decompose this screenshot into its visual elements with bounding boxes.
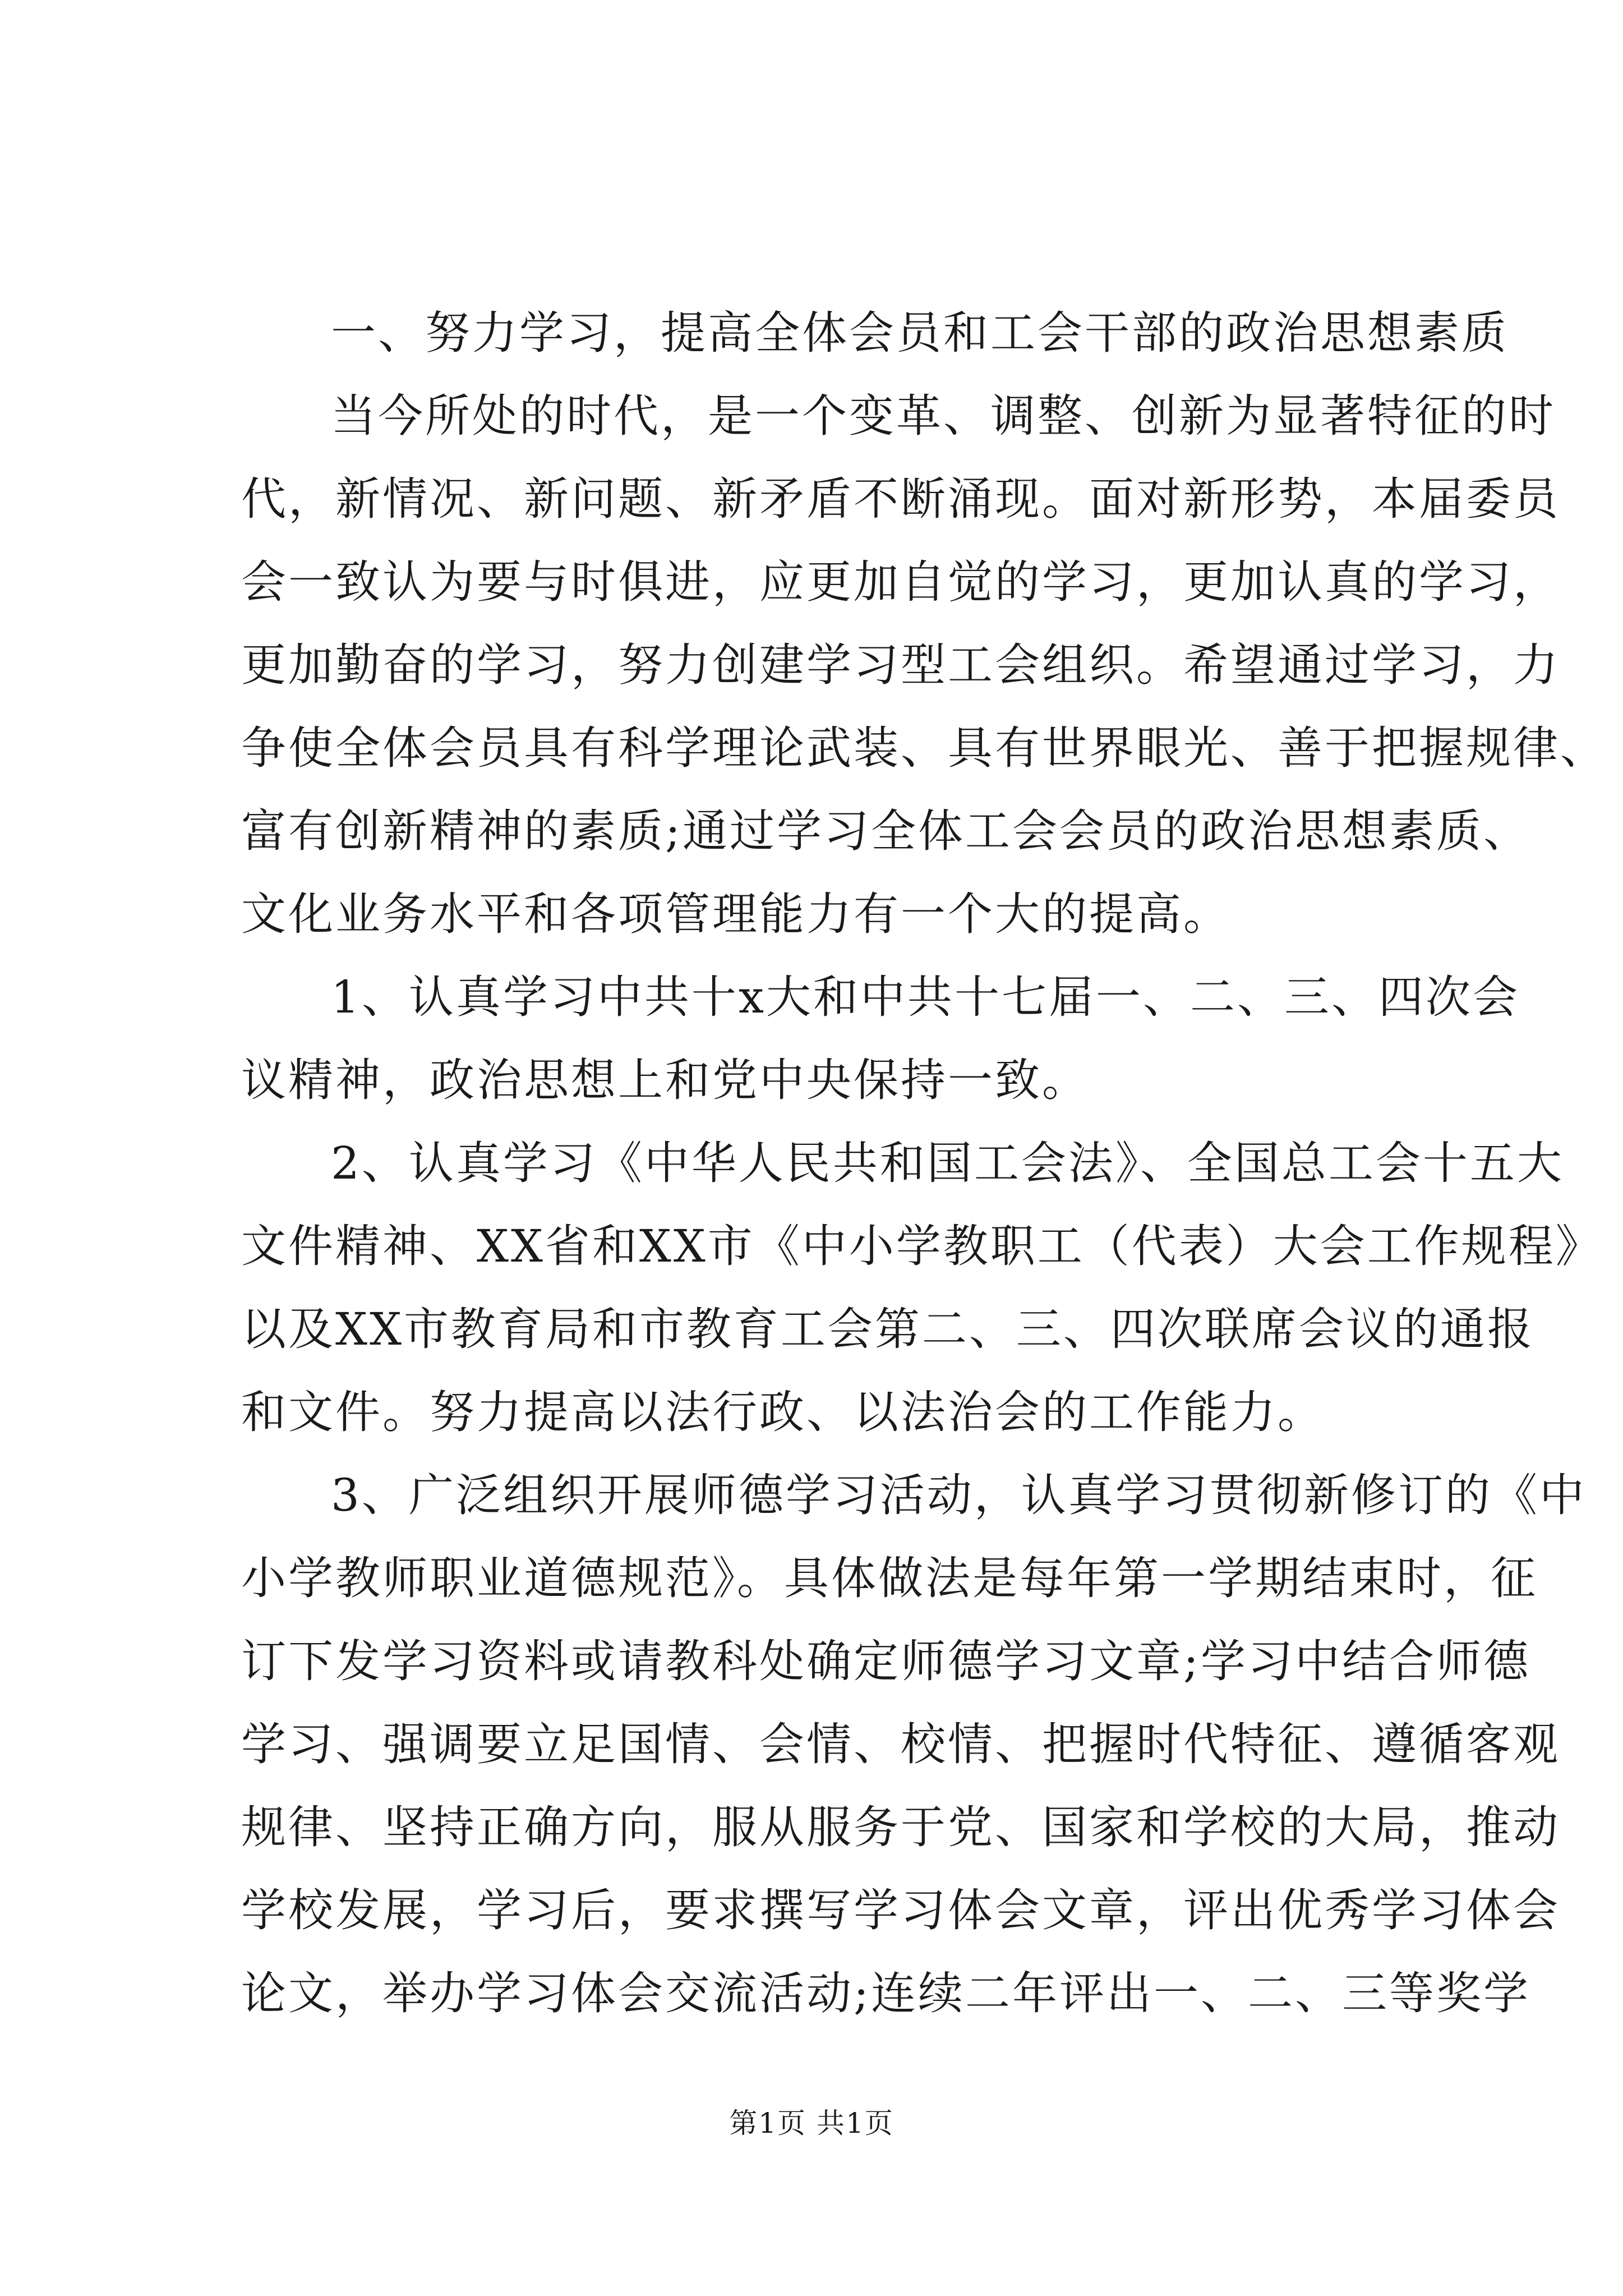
section-heading: 一、努力学习，提高全体会员和工会干部的政治思想素质 (331, 307, 1509, 359)
paragraph-line: 以及XX市教育局和市教育工会第二、三、四次联席会议的通报 (241, 1303, 1534, 1355)
paragraph-line: 3、广泛组织开展师德学习活动，认真学习贯彻新修订的《中 (331, 1469, 1587, 1521)
paragraph-line: 会一致认为要与时俱进，应更加自觉的学习，更加认真的学习， (241, 556, 1560, 608)
paragraph-line: 更加勤奋的学习，努力创建学习型工会组织。希望通过学习，力 (241, 639, 1560, 691)
paragraph-line: 富有创新精神的素质;通过学习全体工会会员的政治思想素质、 (241, 805, 1530, 857)
paragraph-line: 代，新情况、新问题、新矛盾不断涌现。面对新形势，本届委员 (241, 473, 1560, 525)
paragraph-line: 学校发展，学习后，要求撰写学习体会文章，评出优秀学习体会 (241, 1884, 1560, 1936)
paragraph-line: 小学教师职业道德规范》。具体做法是每年第一学期结束时，征 (241, 1552, 1538, 1604)
paragraph-line: 学习、强调要立足国情、会情、校情、把握时代特征、遵循客观 (241, 1718, 1560, 1770)
paragraph-line: 规律、坚持正确方向，服从服务于党、国家和学校的大局，推动 (241, 1801, 1560, 1853)
paragraph-line: 1、认真学习中共十x大和中共十七届一、二、三、四次会 (331, 971, 1520, 1023)
paragraph-line: 争使全体会员具有科学理论武装、具有世界眼光、善于把握规律、 (241, 722, 1607, 774)
paragraph-line: 论文，举办学习体会交流活动;连续二年评出一、二、三等奖学 (241, 1967, 1530, 2019)
paragraph-line: 文化业务水平和各项管理能力有一个大的提高。 (241, 888, 1230, 940)
paragraph-line: 2、认真学习《中华人民共和国工会法》、全国总工会十五大 (331, 1137, 1564, 1189)
page-number-footer: 第1页 共1页 (729, 2107, 894, 2139)
paragraph-line: 文件精神、XX省和XX市《中小学教职工（代表）大会工作规程》 (241, 1220, 1603, 1272)
paragraph-line: 议精神，政治思想上和党中央保持一致。 (241, 1054, 1089, 1106)
document-body (241, 292, 1607, 2035)
paragraph-line: 和文件。努力提高以法行政、以法治会的工作能力。 (241, 1386, 1325, 1438)
paragraph-line: 当今所处的时代，是一个变革、调整、创新为显著特征的时 (331, 390, 1556, 442)
paragraph-line: 订下发学习资料或请教科处确定师德学习文章;学习中结合师德 (241, 1635, 1530, 1687)
